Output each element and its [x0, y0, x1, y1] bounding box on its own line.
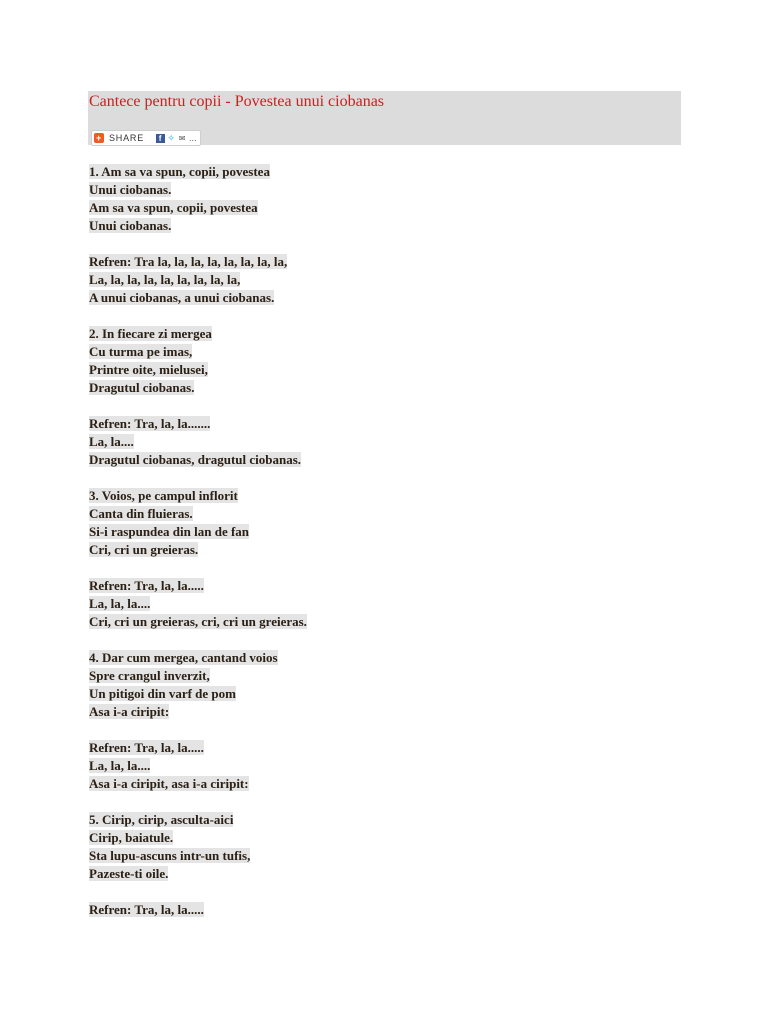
lyric-line — [89, 865, 689, 883]
page-title: Cantece pentru copii - Povestea unui ciobanas — [89, 93, 385, 110]
lyric-text: La, la.... — [89, 434, 134, 449]
lyric-text: Un pitigoi din varf de pom — [89, 686, 236, 701]
lyric-line — [89, 325, 689, 343]
lyric-line — [89, 505, 689, 523]
lyrics — [89, 163, 689, 937]
lyric-text: Si-i raspundea din lan de fan — [89, 524, 250, 539]
lyric-text: Sta lupu-ascuns intr-un tufis, — [89, 848, 251, 863]
lyric-line — [89, 739, 689, 757]
email-icon[interactable]: ✉ — [178, 133, 187, 143]
lyric-line — [89, 613, 689, 631]
stanza — [89, 649, 689, 721]
lyric-line — [89, 649, 689, 667]
stanza — [89, 163, 689, 235]
lyric-text: Pazeste-ti oile. — [89, 866, 169, 881]
lyric-text: La, la, la.... — [89, 758, 151, 773]
lyric-text: Refren: Tra, la, la..... — [89, 740, 204, 755]
lyric-line — [89, 775, 689, 793]
lyric-text: Spre crangul inverzit, — [89, 668, 210, 683]
lyric-line — [89, 901, 689, 919]
more-icon[interactable]: ... — [189, 133, 197, 143]
lyric-line — [89, 271, 689, 289]
lyric-line — [89, 379, 689, 397]
lyric-text: Dragutul ciobanas, dragutul ciobanas. — [89, 452, 302, 467]
lyric-line — [89, 415, 689, 433]
lyric-text: Cirip, baiatule. — [89, 830, 174, 845]
lyric-line — [89, 487, 689, 505]
lyric-line — [89, 217, 689, 235]
stanza — [89, 739, 689, 793]
stanza — [89, 577, 689, 631]
lyric-line — [89, 451, 689, 469]
lyric-text: Refren: Tra, la, la....... — [89, 416, 211, 431]
stanza — [89, 487, 689, 559]
lyric-line — [89, 181, 689, 199]
lyric-line — [89, 289, 689, 307]
lyric-line — [89, 163, 689, 181]
lyric-text: Unui ciobanas. — [89, 218, 172, 233]
lyric-text: Cri, cri un greieras. — [89, 542, 199, 557]
stanza — [89, 811, 689, 883]
lyric-text: Asa i-a ciripit: — [89, 704, 170, 719]
stanza — [89, 253, 689, 307]
lyric-line — [89, 343, 689, 361]
lyric-text: Cri, cri un greieras, cri, cri un greieras. — [89, 614, 307, 629]
lyric-text: Unui ciobanas. — [89, 182, 172, 197]
lyric-text: 2. In fiecare zi mergea — [89, 326, 212, 341]
lyric-line — [89, 667, 689, 685]
lyric-line — [89, 595, 689, 613]
lyric-line — [89, 703, 689, 721]
lyric-text: 1. Am sa va spun, copii, povestea — [89, 164, 270, 179]
header-box — [88, 91, 681, 145]
facebook-icon[interactable]: f — [156, 134, 165, 143]
lyric-line — [89, 811, 689, 829]
lyric-line — [89, 847, 689, 865]
lyric-text: Refren: Tra, la, la..... — [89, 902, 204, 917]
lyric-line — [89, 253, 689, 271]
lyric-text: Refren: Tra la, la, la, la, la, la, la, la, — [89, 254, 288, 269]
lyric-text: Refren: Tra, la, la..... — [89, 578, 204, 593]
lyric-text: Dragutul ciobanas. — [89, 380, 195, 395]
lyric-line — [89, 361, 689, 379]
lyric-line — [89, 829, 689, 847]
stanza — [89, 901, 689, 919]
share-button[interactable] — [91, 130, 201, 146]
lyric-text: Printre oite, mielusei, — [89, 362, 208, 377]
lyric-text: Am sa va spun, copii, povestea — [89, 200, 258, 215]
lyric-text: Cu turma pe imas, — [89, 344, 193, 359]
lyric-line — [89, 577, 689, 595]
lyric-text: Asa i-a ciripit, asa i-a ciripit: — [89, 776, 249, 791]
lyric-line — [89, 199, 689, 217]
lyric-text: La, la, la.... — [89, 596, 151, 611]
stanza — [89, 415, 689, 469]
plus-icon: + — [95, 133, 103, 143]
lyric-text: A unui ciobanas, a unui ciobanas. — [89, 290, 275, 305]
lyric-line — [89, 523, 689, 541]
share-label: SHARE — [109, 133, 145, 143]
lyric-text: Canta din fluieras. — [89, 506, 193, 521]
lyric-text: 4. Dar cum mergea, cantand voios — [89, 650, 278, 665]
stanza — [89, 325, 689, 397]
lyric-line — [89, 541, 689, 559]
lyric-text: 3. Voios, pe campul inflorit — [89, 488, 238, 503]
twitter-icon[interactable]: ✧ — [167, 132, 176, 143]
lyric-text: La, la, la, la, la, la, la, la, la, — [89, 272, 241, 287]
lyric-text: 5. Cirip, cirip, asculta-aici — [89, 812, 234, 827]
lyric-line — [89, 685, 689, 703]
lyric-line — [89, 433, 689, 451]
lyric-line — [89, 757, 689, 775]
